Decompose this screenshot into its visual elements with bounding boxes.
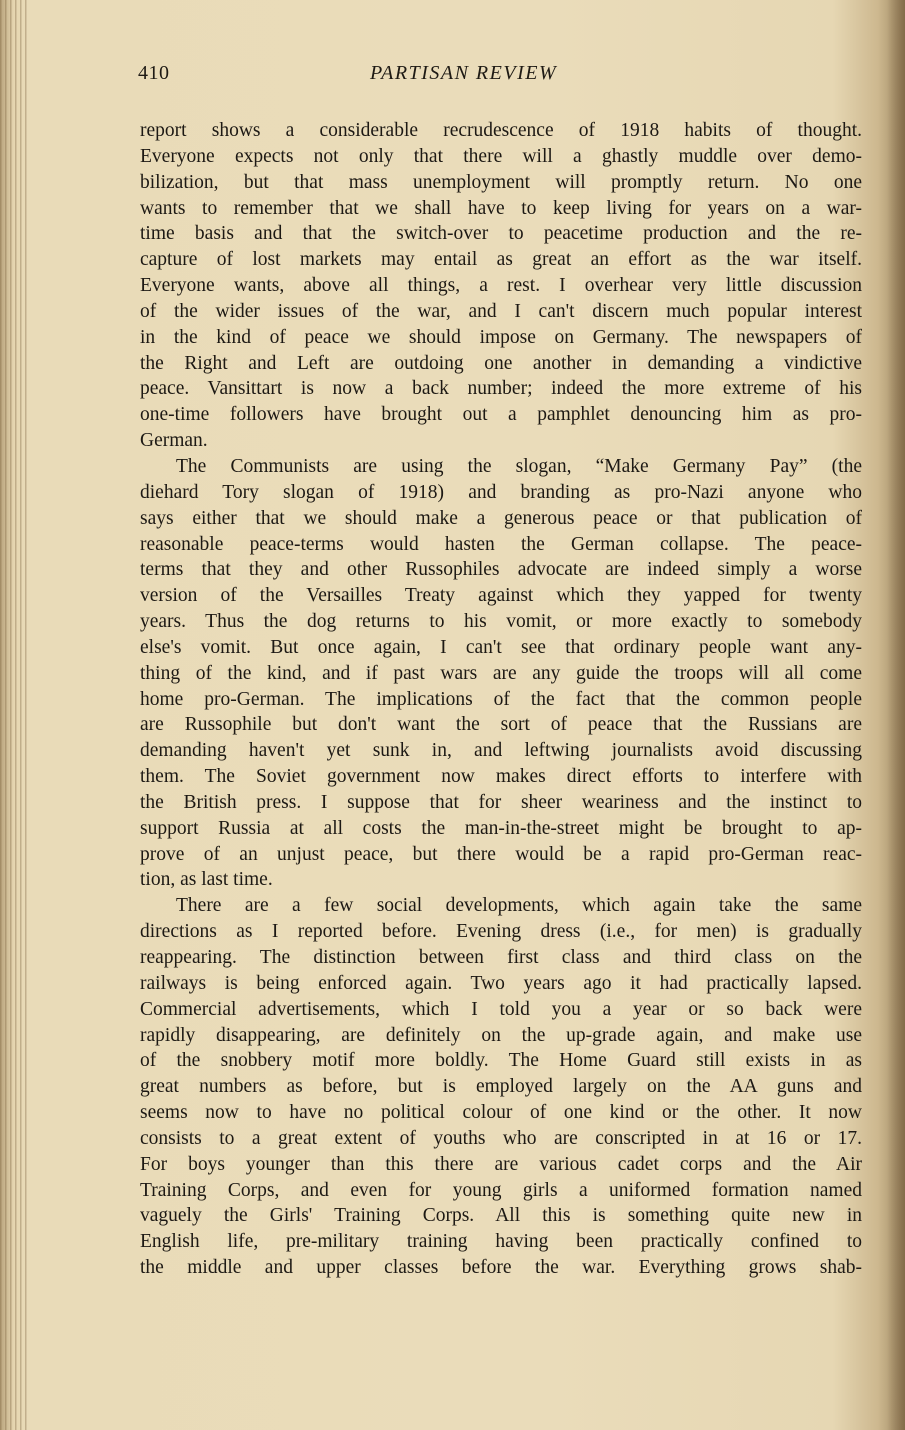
text-line: capture of lost markets may entail as great an effort as the war itself. <box>140 249 862 271</box>
text-line: in the kind of peace we should impose on Germany. The newspapers of <box>140 326 862 348</box>
text-line: prove of an unjust peace, but there would be a rapid pro-German reac- <box>140 843 862 865</box>
text-line: German. <box>140 430 208 452</box>
page-number: 410 <box>138 62 170 84</box>
text-line: reappearing. The distinction between first class and third class on the <box>140 947 862 968</box>
text-line: says either that we should make a generous peace or that publication of <box>140 507 862 529</box>
text-line: diehard Tory slogan of 1918) and branding as pro-Nazi anyone who <box>140 481 862 503</box>
running-header <box>138 62 862 92</box>
text-line: seems now to have no political colour of one kind or the other. It now <box>140 1102 862 1124</box>
text-line: of the snobbery motif more boldly. The Home Guard still exists in as <box>140 1050 862 1072</box>
text-line: report shows a considerable recrudescence of 1918 habits of thought. <box>140 120 862 141</box>
text-line: bilization, but that mass unemployment will promptly return. No one <box>140 171 862 193</box>
text-line: version of the Versailles Treaty against which they yapped for twenty <box>140 585 862 607</box>
text-line: wants to remember that we shall have to keep living for years on a war- <box>140 197 862 219</box>
text-line: directions as I reported before. Evening dress (i.e., for men) is gradually <box>140 921 862 943</box>
text-line: Commercial advertisements, which I told you a year or so back were <box>140 998 862 1020</box>
text-line: are Russophile but don't want the sort of peace that the Russians are <box>140 714 862 736</box>
text-line: great numbers as before, but is employed largely on the AA guns and <box>140 1076 862 1098</box>
text-line: For boys younger than this there are various cadet corps and the Air <box>140 1153 862 1175</box>
book-spine-edge <box>0 0 30 1430</box>
text-line: consists to a great extent of youths who are conscripted in at 16 or 17. <box>140 1127 862 1149</box>
text-line: Everyone expects not only that there will a ghastly muddle over demo- <box>140 145 862 167</box>
text-line: of the wider issues of the war, and I can't discern much popular interest <box>140 300 862 322</box>
text-line: There are a few social developments, which again take the same <box>176 895 862 917</box>
text-line: home pro-German. The implications of the fact that the common people <box>140 688 862 710</box>
text-line: thing of the kind, and if past wars are any guide the troops will all come <box>140 662 862 684</box>
text-line: years. Thus the dog returns to his vomit, or more exactly to somebody <box>140 611 862 633</box>
text-line: them. The Soviet government now makes direct efforts to interfere with <box>140 766 862 788</box>
text-line: vaguely the Girls' Training Corps. All this is something quite new in <box>140 1205 862 1227</box>
page-right-edge-shadow <box>887 0 905 1430</box>
text-line: railways is being enforced again. Two years ago it had practically lapsed. <box>140 972 862 994</box>
text-line: the British press. I suppose that for sheer weariness and the instinct to <box>140 791 862 813</box>
text-line: reasonable peace-terms would hasten the German collapse. The peace- <box>140 533 862 555</box>
text-line: else's vomit. But once again, I can't see that ordinary people want any- <box>140 636 862 658</box>
text-line: demanding haven't yet sunk in, and leftwing journalists avoid discussing <box>140 740 862 762</box>
text-line: The Communists are using the slogan, “Make Germany Pay” (the <box>176 455 862 477</box>
text-line: Training Corps, and even for young girls a uniformed formation named <box>140 1179 862 1201</box>
article-body-text <box>140 118 862 1281</box>
text-line: the Right and Left are outdoing one another in demanding a vindictive <box>140 352 862 374</box>
text-line: English life, pre-military training having been practically confined to <box>140 1231 862 1253</box>
text-line: support Russia at all costs the man-in-the-street might be brought to ap- <box>140 817 862 839</box>
text-line: time basis and that the switch-over to peacetime production and the re- <box>140 223 862 245</box>
text-line: peace. Vansittart is now a back number; indeed the more extreme of his <box>140 378 862 400</box>
journal-title: PARTISAN REVIEW <box>370 62 558 84</box>
text-line: tion, as last time. <box>140 869 273 891</box>
text-line: the middle and upper classes before the war. Everything grows shab- <box>140 1257 862 1279</box>
text-line: Everyone wants, above all things, a rest. I overhear very little discussion <box>140 275 862 297</box>
text-line: terms that they and other Russophiles advocate are indeed simply a worse <box>140 559 862 581</box>
text-line: one-time followers have brought out a pamphlet denouncing him as pro- <box>140 404 862 426</box>
text-line: rapidly disappearing, are definitely on the up-grade again, and make use <box>140 1024 862 1046</box>
